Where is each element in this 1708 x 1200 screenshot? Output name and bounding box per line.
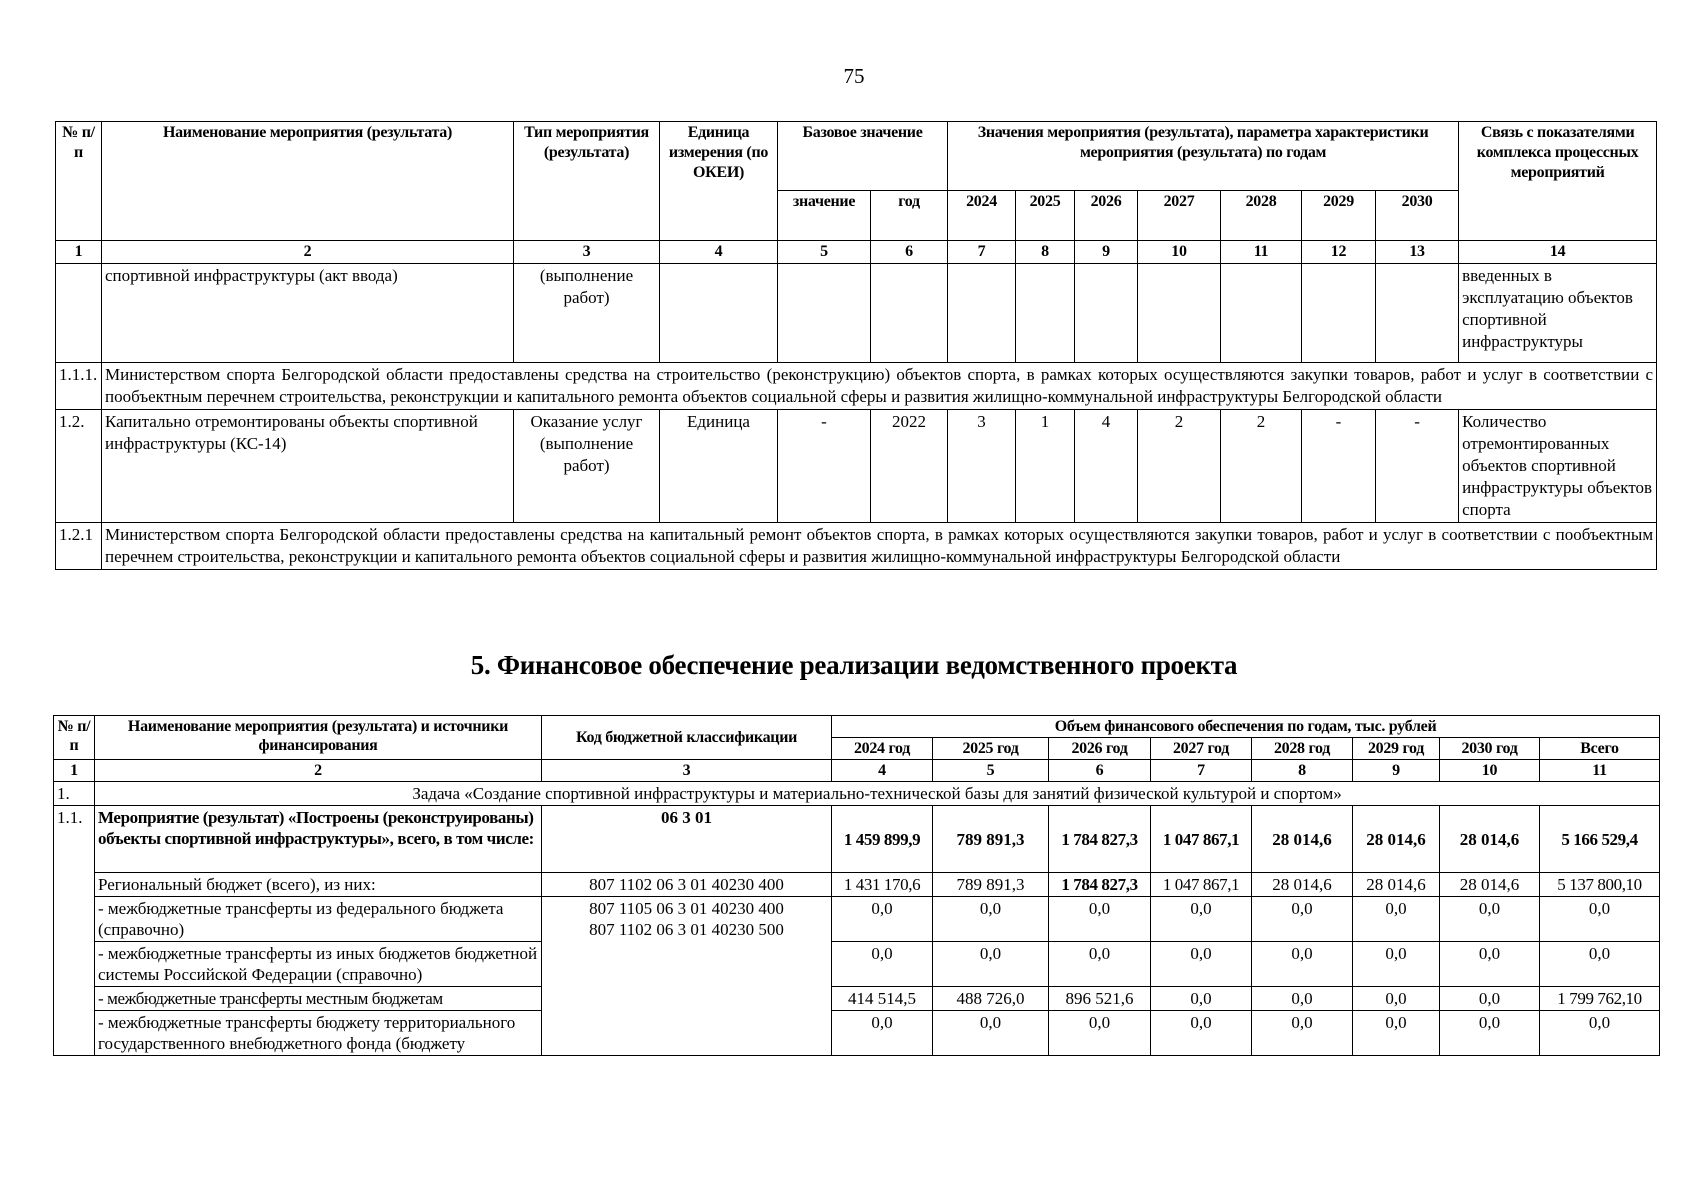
row-value: 0,0 xyxy=(933,897,1049,942)
col-number: 5 xyxy=(933,760,1049,782)
column-number-row xyxy=(56,241,1657,264)
header-base: Базовое значение xyxy=(778,122,948,191)
task-row xyxy=(54,782,1660,806)
row-description: Министерством спорта Белгородской области предоставлены средства на строительство (реконструкцию) объектов спорта, в рамках которых осуществляются закупки товаров, работ и услуг в соответствии с пообъектным перечнем строительства, реконструкции и капитального ремонта объектов социальной сферы и развития жилищно-коммунальной инфраструктуры Белгородской области xyxy=(102,363,1657,410)
row-value: 0,0 xyxy=(1049,1011,1151,1056)
row-name: - межбюджетные трансферты из иных бюджетов бюджетной системы Российской Федерации (справочно) xyxy=(95,942,542,987)
table-row xyxy=(54,987,1660,1011)
row-value: 0,0 xyxy=(832,897,933,942)
row-value: 0,0 xyxy=(1440,1011,1540,1056)
header-volume: Объем финансового обеспечения по годам, тыс. рублей xyxy=(832,716,1660,738)
col-number: 8 xyxy=(1016,241,1075,264)
row-value: 1 047 867,1 xyxy=(1151,873,1252,897)
col-number: 2 xyxy=(95,760,542,782)
row-value: 0,0 xyxy=(1353,1011,1440,1056)
row-value: 1 459 899,9 xyxy=(832,806,933,873)
col-number: 1 xyxy=(56,241,102,264)
empty-cell xyxy=(948,264,1016,363)
row-value: 0,0 xyxy=(1049,897,1151,942)
col-number: 3 xyxy=(542,760,832,782)
row-base-value: - xyxy=(778,410,871,523)
empty-cell xyxy=(660,264,778,363)
page-number: 75 xyxy=(843,64,865,88)
row-value: 2 xyxy=(1221,410,1302,523)
empty-cell xyxy=(1016,264,1075,363)
row-name: - межбюджетные трансферты местным бюджетам xyxy=(95,987,542,1011)
row-value: 28 014,6 xyxy=(1440,873,1540,897)
row-value: 0,0 xyxy=(1151,897,1252,942)
row-value: 0,0 xyxy=(1440,942,1540,987)
table-row xyxy=(54,897,1660,942)
row-value: 1 xyxy=(1016,410,1075,523)
row-value: 1 784 827,3 xyxy=(1049,873,1151,897)
row-type: Оказание услуг (выполнение работ) xyxy=(514,410,660,523)
row-value: 2 xyxy=(1138,410,1221,523)
row-value: 0,0 xyxy=(933,1011,1049,1056)
header-year: 2025 год xyxy=(933,738,1049,760)
row-value: 789 891,3 xyxy=(933,806,1049,873)
row-value: 0,0 xyxy=(1151,987,1252,1011)
header-num: № п/п xyxy=(54,716,95,760)
row-num: 1.1.1. xyxy=(56,363,102,410)
row-value: 0,0 xyxy=(1151,942,1252,987)
header-row xyxy=(56,122,1657,191)
row-value: 3 xyxy=(948,410,1016,523)
col-number: 7 xyxy=(948,241,1016,264)
empty-cell xyxy=(1221,264,1302,363)
header-name: Наименование мероприятия (результата) и источники финансирования xyxy=(95,716,542,760)
row-value: 0,0 xyxy=(1353,987,1440,1011)
row-value: 0,0 xyxy=(1252,897,1353,942)
row-value: 0,0 xyxy=(1049,942,1151,987)
row-value: 1 784 827,3 xyxy=(1049,806,1151,873)
row-value: 0,0 xyxy=(1440,987,1540,1011)
table-row xyxy=(54,1011,1660,1056)
empty-cell xyxy=(1138,264,1221,363)
row-value: 0,0 xyxy=(1252,987,1353,1011)
row-num: 1.2.1 xyxy=(56,523,102,570)
task-num: 1. xyxy=(54,782,95,806)
col-number: 5 xyxy=(778,241,871,264)
row-total: 0,0 xyxy=(1540,897,1660,942)
row-value: 4 xyxy=(1075,410,1138,523)
row-value: 789 891,3 xyxy=(933,873,1049,897)
col-number: 6 xyxy=(871,241,948,264)
empty-cell xyxy=(871,264,948,363)
header-year: 2028 год xyxy=(1252,738,1353,760)
table-row xyxy=(56,363,1657,410)
header-link: Связь с показателями комплекса процессных мероприятий xyxy=(1459,122,1657,241)
col-number: 9 xyxy=(1075,241,1138,264)
row-type: (выполнение работ) xyxy=(514,264,660,363)
col-number: 8 xyxy=(1252,760,1353,782)
row-value: 488 726,0 xyxy=(933,987,1049,1011)
header-name: Наименование мероприятия (результата) xyxy=(102,122,514,241)
header-type: Тип мероприятия (результата) xyxy=(514,122,660,241)
col-number: 4 xyxy=(832,760,933,782)
table-row xyxy=(56,264,1657,363)
col-number: 7 xyxy=(1151,760,1252,782)
row-num-empty xyxy=(56,264,102,363)
column-number-row xyxy=(54,760,1660,782)
header-year: 2026 год xyxy=(1049,738,1151,760)
row-value: 28 014,6 xyxy=(1353,806,1440,873)
row-num: 1.2. xyxy=(56,410,102,523)
header-row xyxy=(54,716,1660,738)
col-number: 14 xyxy=(1459,241,1657,264)
row-total: 5 137 800,10 xyxy=(1540,873,1660,897)
row-value: 896 521,6 xyxy=(1049,987,1151,1011)
col-number: 4 xyxy=(660,241,778,264)
row-code: 06 3 01 xyxy=(542,806,832,873)
header-year: 2030 год xyxy=(1440,738,1540,760)
header-base-value: значение xyxy=(778,191,871,241)
header-code: Код бюджетной классификации xyxy=(542,716,832,760)
table-row xyxy=(54,806,1660,873)
row-base-year: 2022 xyxy=(871,410,948,523)
row-total: 1 799 762,10 xyxy=(1540,987,1660,1011)
col-number: 10 xyxy=(1440,760,1540,782)
results-table xyxy=(55,121,1657,570)
row-value: 28 014,6 xyxy=(1252,806,1353,873)
row-value: 1 431 170,6 xyxy=(832,873,933,897)
col-number: 9 xyxy=(1353,760,1440,782)
row-unit: Единица xyxy=(660,410,778,523)
empty-cell xyxy=(1302,264,1376,363)
section-title: 5. Финансовое обеспечение реализации ведомственного проекта xyxy=(470,650,1238,680)
row-num: 1.1. xyxy=(54,806,95,1056)
table-row xyxy=(54,942,1660,987)
row-total: 0,0 xyxy=(1540,1011,1660,1056)
row-value: 28 014,6 xyxy=(1353,873,1440,897)
row-value: 0,0 xyxy=(1353,897,1440,942)
empty-cell xyxy=(1075,264,1138,363)
table-row xyxy=(54,873,1660,897)
row-name: - межбюджетные трансферты из федерального бюджета (справочно) xyxy=(95,897,542,942)
col-number: 10 xyxy=(1138,241,1221,264)
task-title: Задача «Создание спортивной инфраструктуры и материально-технической базы для занятий физической культурой и спортом» xyxy=(95,782,1660,806)
row-value: 414 514,5 xyxy=(832,987,933,1011)
header-year: 2030 xyxy=(1376,191,1459,241)
row-code: 807 1102 06 3 01 40230 400 xyxy=(542,873,832,897)
header-year: 2027 год xyxy=(1151,738,1252,760)
row-code: 807 1102 06 3 01 40230 500 xyxy=(589,920,784,939)
header-year: 2024 xyxy=(948,191,1016,241)
row-value: 0,0 xyxy=(1151,1011,1252,1056)
row-name: Мероприятие (результат) «Построены (реконструированы) объекты спортивной инфраструктуры», всего, в том числе: xyxy=(95,806,542,873)
row-value: 0,0 xyxy=(1252,1011,1353,1056)
row-value: 0,0 xyxy=(832,1011,933,1056)
row-value: 0,0 xyxy=(1252,942,1353,987)
finance-table xyxy=(53,715,1660,1056)
header-values: Значения мероприятия (результата), параметра характеристики мероприятия (результата) по годам xyxy=(948,122,1459,191)
header-year: 2025 xyxy=(1016,191,1075,241)
empty-cell xyxy=(1376,264,1459,363)
col-number: 12 xyxy=(1302,241,1376,264)
col-number: 3 xyxy=(514,241,660,264)
header-num: № п/п xyxy=(56,122,102,241)
row-link: Количество отремонтированных объектов спортивной инфраструктуры объектов спорта xyxy=(1459,410,1657,523)
row-value: - xyxy=(1302,410,1376,523)
col-number: 1 xyxy=(54,760,95,782)
header-unit: Единица измерения (по ОКЕИ) xyxy=(660,122,778,241)
header-year: 2029 xyxy=(1302,191,1376,241)
row-total: 0,0 xyxy=(1540,942,1660,987)
row-value: 0,0 xyxy=(832,942,933,987)
header-year: 2024 год xyxy=(832,738,933,760)
row-value: 1 047 867,1 xyxy=(1151,806,1252,873)
table-row xyxy=(56,523,1657,570)
col-number: 11 xyxy=(1221,241,1302,264)
row-value: 0,0 xyxy=(1440,897,1540,942)
row-code-cell xyxy=(542,897,832,1056)
header-year: 2028 xyxy=(1221,191,1302,241)
row-link: введенных в эксплуатацию объектов спортивной инфраструктуры xyxy=(1459,264,1657,363)
row-total: 5 166 529,4 xyxy=(1540,806,1660,873)
header-year: 2026 xyxy=(1075,191,1138,241)
row-value: 0,0 xyxy=(1353,942,1440,987)
row-description: Министерством спорта Белгородской области предоставлены средства на капитальный ремонт объектов спорта, в рамках которых осуществляются закупки товаров, работ и услуг в соответствии с пообъектным перечнем строительства, реконструкции и капитального ремонта объектов социальной сферы и развития жилищно-коммунальной инфраструктуры Белгородской области xyxy=(102,523,1657,570)
row-value: 0,0 xyxy=(933,942,1049,987)
row-name: - межбюджетные трансферты бюджету территориального государственного внебюджетного фонда (бюджету xyxy=(95,1011,542,1056)
row-value: - xyxy=(1376,410,1459,523)
col-number: 11 xyxy=(1540,760,1660,782)
col-number: 13 xyxy=(1376,241,1459,264)
row-value: 28 014,6 xyxy=(1252,873,1353,897)
row-code: 807 1105 06 3 01 40230 400 xyxy=(589,899,784,918)
col-number: 6 xyxy=(1049,760,1151,782)
row-name: Капитально отремонтированы объекты спортивной инфраструктуры (КС-14) xyxy=(102,410,514,523)
header-total: Всего xyxy=(1540,738,1660,760)
empty-cell xyxy=(778,264,871,363)
row-name: спортивной инфраструктуры (акт ввода) xyxy=(102,264,514,363)
header-year: 2027 xyxy=(1138,191,1221,241)
row-value: 28 014,6 xyxy=(1440,806,1540,873)
row-name: Региональный бюджет (всего), из них: xyxy=(95,873,542,897)
col-number: 2 xyxy=(102,241,514,264)
table-row xyxy=(56,410,1657,523)
header-year: 2029 год xyxy=(1353,738,1440,760)
header-base-year: год xyxy=(871,191,948,241)
